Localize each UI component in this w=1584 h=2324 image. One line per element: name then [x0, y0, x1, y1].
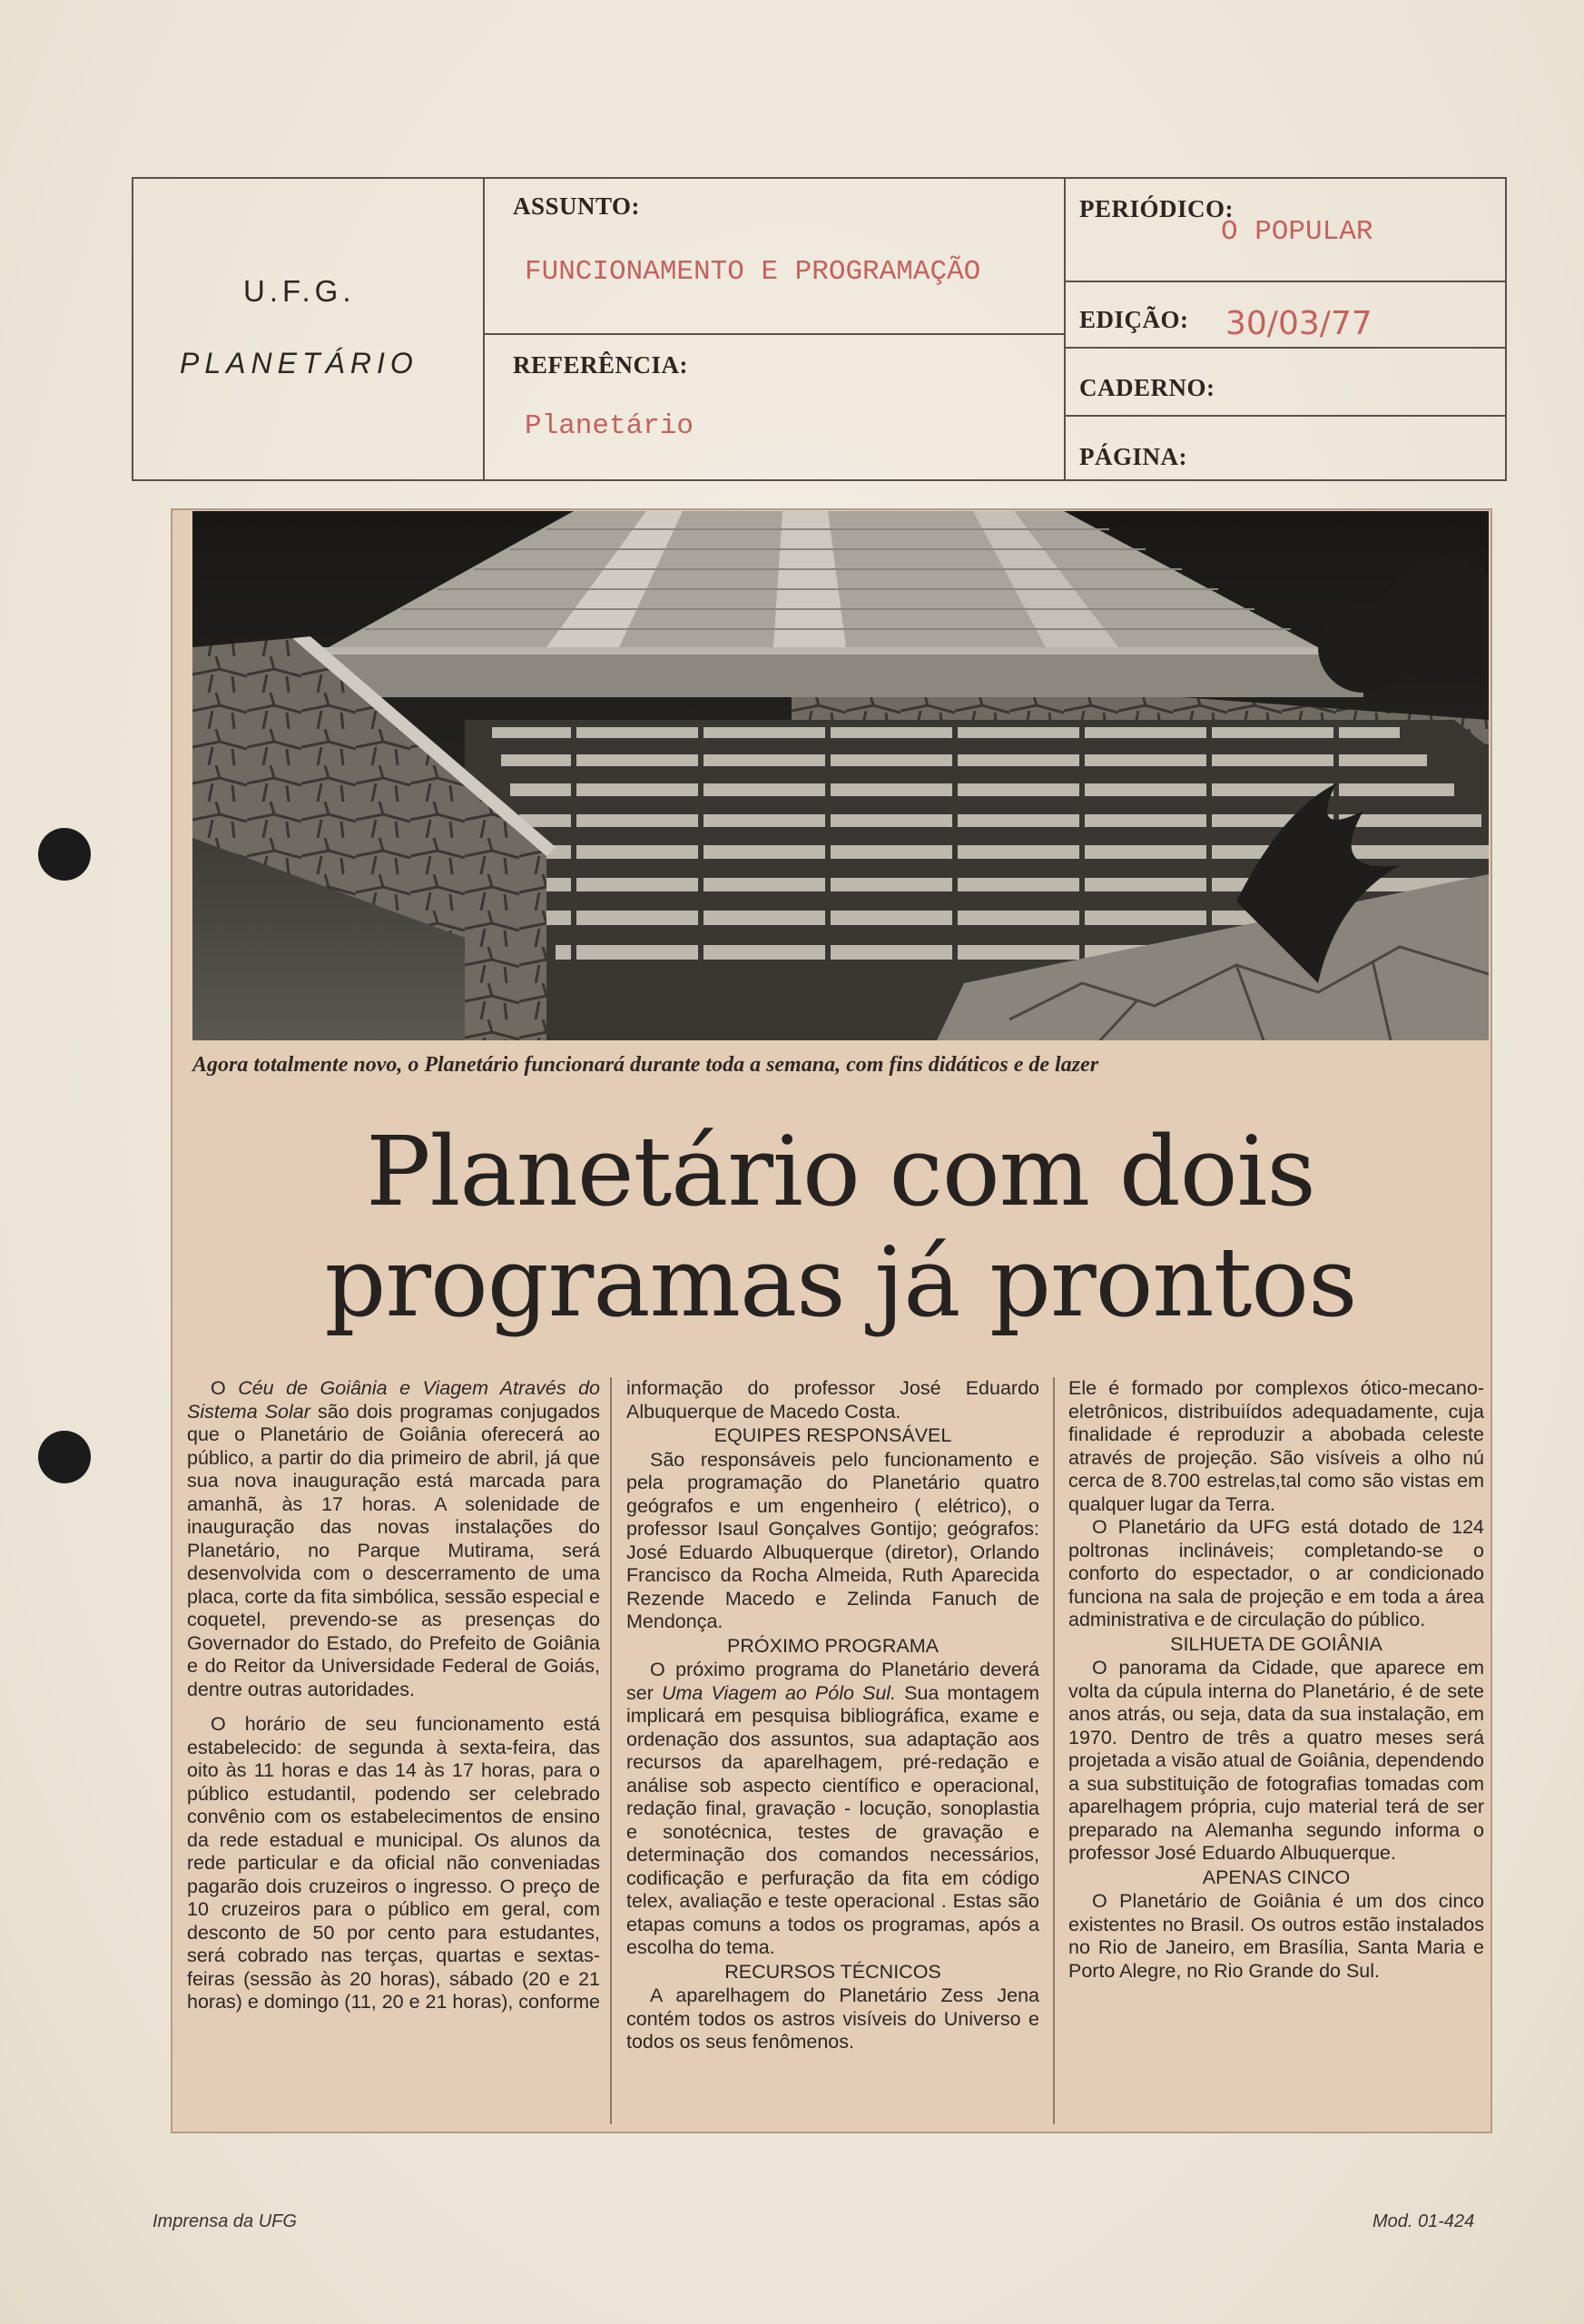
col1-paragraph-2: O horário de seu funcionamento está estabelecido: de segunda à sexta-feira, das oito às 11 horas e das 14 às 17 horas, para o público estudantil, podendo ser celebrado convênio com os estabelecimentos de ensino da rede estadual e municipal. Os alunos da rede particular e da oficial não conveniadas pagarão dois cruzeiros o ingresso. O preço de 10 cruzeiros para o público em geral, com desconto de 50 por cento para estudantes, será cobrado nas terças, quartas e sextas-feiras (sessão às 20 horas), sábado (20 e 21 horas) e domingo (11, 20 e 21 horas), conforme: [187, 1713, 600, 2013]
planetarium-steps-image: [192, 511, 1489, 1040]
headline-line-1: Planetário com dois: [366, 1116, 1315, 1227]
program-title: Uma Viagem ao Pólo Sul.: [661, 1681, 897, 1704]
col2-paragraph-4: A aparelhagem do Planetário Zess Jena contém todos os astros visíveis do Universo e todos os seus fenômenos.: [626, 1984, 1039, 2053]
col3-paragraph-4: O Planetário de Goiânia é um dos cinco existentes no Brasil. Os outros estão instalados no Rio de Janeiro, em Brasília, Santa Maria e Porto Alegre, no Rio Grande do Sul.: [1068, 1890, 1484, 1982]
subhead-silhueta: SILHUETA DE GOIÂNIA: [1170, 1632, 1382, 1655]
col3-paragraph-2: O Planetário da UFG está dotado de 124 poltronas inclináveis; completando-se o conforto do espectador, o ar condicionado funciona na sala de projeção e em toda a área administrativa e de circulação do público.: [1068, 1516, 1484, 1630]
assunto-value: FUNCIONAMENTO E PROGRAMAÇÃO: [525, 256, 981, 288]
col3-paragraph-1: Ele é formado por complexos ótico-mecano-eletrônicos, distribuiídos adequadamente, cuja finalidade é reproduzir a abobada celeste através de projeção. São visíveis a olho nú cerca de 8.700 estrelas,tal como são vistas em qualquer lugar da Terra.: [1068, 1377, 1484, 1515]
col2-paragraph-3: O próximo programa do Planetário deverá ser Uma Viagem ao Pólo Sul. Sua montagem implicará em pesquisa bibliográfica, exame e ordenação dos assuntos, sua adaptação aos recursos da aparelhagem, pré-redação e análise sob aspecto científico e operacional, redação final, gravação - locução, sonoplastia e sonotécnica, testes de gravação e determinação dos comandos necessários, codificação e perfuração da fita em código telex, avaliação e teste operacional . Estas são etapas comuns a todos os programas, após a escolha do tema.: [626, 1659, 1040, 1958]
footer-model: Mod. 01-424: [1372, 2211, 1475, 2231]
caderno-label: CADERNO:: [1079, 374, 1215, 401]
punch-hole-top: [38, 828, 91, 881]
periodico-label: PERIÓDICO:: [1079, 195, 1235, 222]
article-column-1: [187, 1377, 600, 2014]
subhead-proximo-programa: PRÓXIMO PROGRAMA: [727, 1634, 939, 1657]
subhead-apenas-cinco: APENAS CINCO: [1202, 1866, 1351, 1888]
org-subtitle: PLANETÁRIO: [180, 347, 418, 379]
column-rule-2: [1053, 1377, 1055, 2124]
subhead-recursos-tecnicos: RECURSOS TÉCNICOS: [724, 1960, 941, 1983]
assunto-label: ASSUNTO:: [513, 192, 641, 220]
program-titles: Céu de Goiânia e Viagem Através do Sistema Solar: [187, 1377, 600, 1423]
photo-caption: Agora totalmente novo, o Planetário funcionará durante toda a semana, com fins didáticos e de lazer: [192, 1053, 1099, 1077]
column-rule-1: [610, 1377, 612, 2124]
footer-publisher: Imprensa da UFG: [152, 2211, 297, 2231]
col2-paragraph-1: informação do professor José Eduardo Albuquerque de Macedo Costa.: [626, 1377, 1039, 1423]
punch-hole-bottom: [38, 1431, 91, 1483]
planetarium-photo: [192, 511, 1489, 1040]
periodico-value: O POPULAR: [1221, 216, 1373, 248]
article-column-3: [1068, 1377, 1484, 1983]
org-name: U.F.G.: [243, 274, 356, 308]
referencia-value: Planetário: [525, 410, 694, 442]
article-column-2: [626, 1377, 1039, 2054]
referencia-label: REFERÊNCIA:: [513, 351, 689, 379]
subhead-equipes: EQUIPES RESPONSÁVEL: [713, 1424, 952, 1446]
edicao-label: EDIÇÃO:: [1079, 306, 1189, 333]
col2-paragraph-2: São responsáveis pelo funcionamento e pela programação do Planetário quatro geógrafos e um engenheiro ( elétrico), o professor Isaul Gonçalves Gontijo; geógrafos: José Eduardo Albuquerque (diretor), Orlando Francisco da Rocha Almeida, Ruth Aparecida Rezende Macedo e Zelinda Fanuch de Mendonça.: [626, 1448, 1039, 1632]
col3-paragraph-3: O panorama da Cidade, que aparece em volta da cúpula interna do Planetário, é de sete anos atrás, ou seja, data da sua instalação, em 1970. Dentro de três a quatro meses será projetada a visão atual de Goiânia, dependendo a sua substituição de fotografias tomadas com aparelhagem própria, cujo material terá de ser preparado na Alemanha segundo informa o professor José Eduardo Albuquerque.: [1068, 1657, 1484, 1864]
col1-paragraph-1: O Céu de Goiânia e Viagem Através do Sistema Solar são dois programas conjugados que o Planetário de Goiânia oferecerá ao público, a partir do dia primeiro de abril, já que sua nova inauguração está marcada para amanhã, às 17 horas. A solenidade de inauguração das novas instalações do Planetário, no Parque Mutirama, será desenvolvida com o descerramento de uma placa, corte da fita simbólica, sessão especial e coquetel, prevendo-se as presenças do Governador do Estado, do Prefeito de Goiânia e do Reitor da Universidade Federal de Goiás, dentre outras autoridades.: [187, 1377, 600, 1700]
headline-line-2: programas já prontos: [324, 1226, 1357, 1338]
pagina-label: PÁGINA:: [1079, 443, 1187, 470]
edicao-value: 30/03/77: [1225, 305, 1372, 342]
